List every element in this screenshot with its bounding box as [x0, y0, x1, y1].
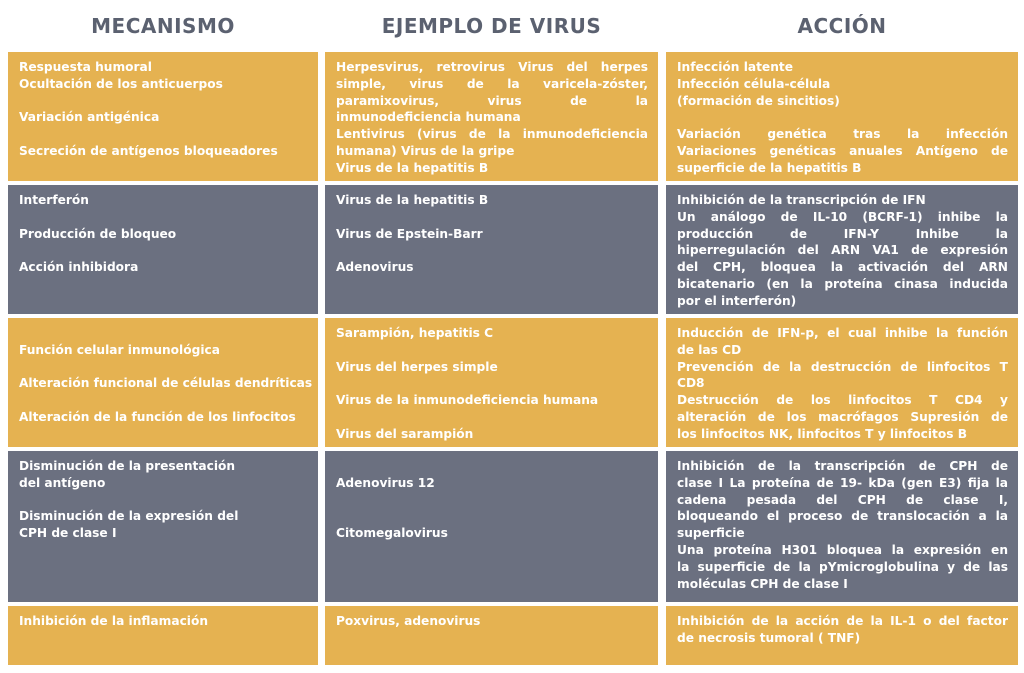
cell-text-line: Variación genética tras la infección	[677, 127, 1008, 142]
cell-text-line: bloqueando el proceso de translocación a la	[677, 509, 1008, 524]
cell-text-line: de necrosis tumoral ( TNF)	[677, 630, 861, 645]
cell-text-line: Adenovirus 12	[336, 475, 435, 490]
cell-text-line: Disminución de la expresión del	[19, 509, 239, 524]
cell-text-line: Respuesta humoral	[19, 60, 152, 74]
cell-text-line: clase I La proteína de 19- kDa (gen E3) fija la	[677, 475, 1008, 490]
cell-text-line: la superficie de la pYmicroglobulina y de las	[677, 559, 1008, 574]
table-cell-mecanismo	[8, 52, 318, 181]
cell-text-line: Inhibición de la transcripción de CPH de	[677, 459, 1008, 473]
table-cell-mecanismo	[8, 318, 318, 447]
cell-text-line: Una proteína H301 bloquea la expresión en	[677, 542, 1008, 557]
spacer	[336, 209, 648, 226]
table-cell-mecanismo	[8, 606, 318, 665]
spacer	[19, 126, 308, 143]
cell-text-line: Alteración funcional de células dendríticas	[19, 376, 313, 391]
cell-text-line: Un análogo de IL-10 (BCRF-1) inhibe la	[677, 209, 1008, 224]
cell-text-line: Lentivirus (virus de la inmunodeficiencia	[336, 127, 648, 142]
cell-text-line: cadena pesada del CPH de clase I,	[677, 492, 1008, 507]
spacer	[19, 359, 308, 376]
spacer	[19, 242, 308, 259]
spacer	[19, 209, 308, 226]
cell-text-line: (formación de sincitios)	[677, 93, 840, 108]
cell-text-line: Inhibición de la inflamación	[19, 614, 209, 628]
cell-text-line: Interferón	[19, 193, 89, 207]
cell-text-line: bicatenario (en la proteína cinasa inducida	[677, 276, 1008, 291]
cell-text-line: superficie de la hepatitis B	[677, 160, 862, 175]
cell-text-line: Citomegalovirus	[336, 526, 448, 541]
cell-text-line: del antígeno	[19, 475, 106, 490]
cell-text-line: Adenovirus	[336, 260, 414, 275]
cell-text-line: Infección célula-célula	[677, 76, 831, 91]
cell-text-line: Sarampión, hepatitis C	[336, 326, 494, 340]
cell-text-line: alteración de los macrófagos Supresión de	[677, 409, 1008, 424]
table-cell-mecanismo	[8, 185, 318, 314]
cell-text-line: Inhibición de la acción de la IL-1 o del factor	[677, 614, 1008, 628]
header-accion: ACCIÓN	[797, 14, 887, 38]
cell-text-line: hiperregulación del ARN VA1 de expresión	[677, 243, 1008, 258]
cell-text-line: producción de IFN-Y Inhibe la	[677, 226, 1008, 241]
cell-text-line: moléculas CPH de clase I	[677, 576, 848, 591]
table-cell-mecanismo	[8, 451, 318, 602]
cell-text-line: por el interferón)	[677, 293, 797, 308]
table-cell-accion	[666, 52, 1018, 181]
cell-text-line: Poxvirus, adenovirus	[336, 614, 481, 628]
cell-text-line: Virus del herpes simple	[336, 359, 498, 374]
cell-text-line: Ocultación de los anticuerpos	[19, 76, 223, 91]
cell-text-line: simple, virus de la varicela-zóster,	[336, 76, 648, 91]
spacer	[336, 375, 648, 392]
cell-text-line: humana) Virus de la gripe	[336, 143, 515, 158]
cell-text-line: Destrucción de los linfocitos T CD4 y	[677, 393, 1008, 408]
table-cell-accion	[666, 185, 1018, 314]
spacer	[19, 392, 308, 409]
cell-text-line: del CPH, bloquea la activación del ARN	[677, 260, 1008, 275]
table-cell-ejemplo	[325, 185, 658, 314]
table-cell-accion	[666, 318, 1018, 447]
cell-text-line: Inhibición de la transcripción de IFN	[677, 193, 926, 207]
cell-text-line: Alteración de la función de los linfocitos	[19, 409, 296, 424]
cell-text-line: de las CD	[677, 342, 742, 357]
table-cell-ejemplo	[325, 52, 658, 181]
spacer	[336, 492, 648, 509]
cell-text-line: Disminución de la presentación	[19, 459, 236, 473]
cell-text-line: paramixovirus, virus de la	[336, 93, 648, 108]
cell-text-line: Inducción de IFN-p, el cual inhibe la función	[677, 326, 1008, 340]
header-ejemplo-de-virus: EJEMPLO DE VIRUS	[381, 14, 602, 38]
cell-text-line: los linfocitos NK, linfocitos T y linfocitos B	[677, 426, 968, 441]
spacer	[19, 325, 308, 342]
cell-text-line: CD8	[677, 376, 705, 391]
cell-text-line: Secreción de antígenos bloqueadores	[19, 143, 278, 158]
cell-text-line: Prevención de la destrucción de linfocitos T	[677, 359, 1008, 374]
cell-text-line: Producción de bloqueo	[19, 226, 177, 241]
cell-text-line: inmunodeficiencia humana	[336, 110, 521, 125]
cell-text-line: Variaciones genéticas anuales Antígeno de	[677, 143, 1008, 158]
cell-text-line: Virus de la hepatitis B	[336, 193, 489, 207]
spacer	[677, 109, 1008, 126]
cell-text-line: Función celular inmunológica	[19, 342, 220, 357]
spacer	[336, 242, 648, 259]
table-cell-ejemplo	[325, 318, 658, 447]
cell-text-line: Herpesvirus, retrovirus Virus del herpes	[336, 60, 648, 74]
cell-text-line: Infección latente	[677, 60, 793, 74]
cell-text-line: Virus de Epstein-Barr	[336, 226, 483, 241]
cell-text-line: Variación antigénica	[19, 110, 160, 125]
table-cell-accion	[666, 451, 1018, 602]
spacer	[336, 508, 648, 525]
cell-text-line: Virus del sarampión	[336, 426, 474, 441]
spacer	[336, 342, 648, 359]
cell-text-line: CPH de clase I	[19, 526, 117, 541]
table-cell-ejemplo	[325, 451, 658, 602]
spacer	[19, 492, 308, 509]
cell-text-line: Virus de la hepatitis B	[336, 160, 489, 175]
table-cell-accion	[666, 606, 1018, 665]
spacer	[336, 458, 648, 475]
cell-text-line: Virus de la inmunodeficiencia humana	[336, 393, 599, 408]
cell-text-line: Acción inhibidora	[19, 260, 139, 275]
spacer	[336, 409, 648, 426]
table-cell-ejemplo	[325, 606, 658, 665]
header-mecanismo: MECANISMO	[91, 14, 235, 38]
spacer	[19, 93, 308, 110]
cell-text-line: superficie	[677, 526, 745, 541]
